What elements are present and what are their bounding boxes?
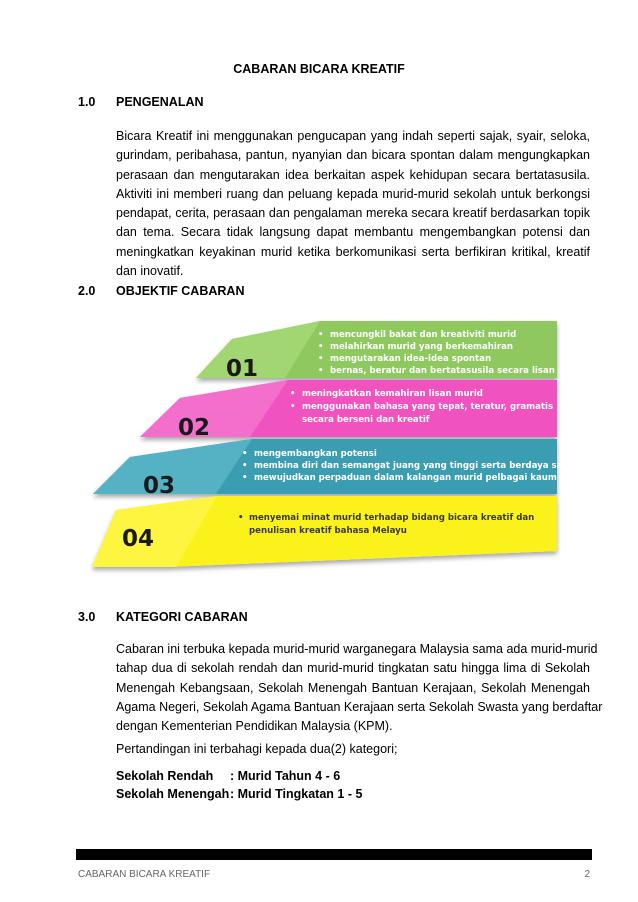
objective-bullet: secara berseni dan kreatif: [302, 415, 430, 425]
objective-bullet-marker: •: [318, 366, 324, 376]
objective-bullet: penulisan kreatif bahasa Melayu: [249, 526, 407, 536]
objective-bullet-marker: •: [242, 449, 248, 459]
document-title: CABARAN BICARA KREATIF: [233, 62, 405, 76]
section-3-title: KATEGORI CABARAN: [116, 610, 248, 624]
paragraph-line: Agama Negeri, Sekolah Agama Bantuan Kerajaan serta Sekolah Swasta yang berdaftar: [116, 699, 603, 714]
objective-bullet: mencungkil bakat dan kreativiti murid: [330, 330, 517, 340]
section-1-number: 1.0: [78, 95, 96, 109]
objective-number-03: 03: [143, 473, 176, 499]
objective-bullet: mengembangkan potensi: [254, 449, 377, 459]
objective-bullet: meningkatkan kemahiran lisan murid: [302, 389, 483, 399]
section-2-title: OBJEKTIF CABARAN: [116, 284, 245, 298]
section-1-title: PENGENALAN: [116, 95, 204, 109]
category-row: [116, 769, 340, 783]
category-label: Sekolah Menengah: [116, 787, 230, 801]
category-value: : Murid Tingkatan 1 - 5: [230, 787, 363, 801]
objective-bullet: mewujudkan perpaduan dalam kalangan murid pelbagai kaum: [254, 473, 557, 483]
paragraph-line: gurindam, peribahasa, pantun, nyanyian dan bicara spontan dalam mengungkapkan: [116, 148, 590, 163]
page-number: 2: [584, 869, 590, 880]
category-row: [116, 787, 362, 801]
objective-bullet-marker: •: [318, 354, 324, 364]
paragraph-line: dengan Kementerian Pendidikan Malaysia (KPM).: [116, 719, 393, 734]
objective-bullet: melahirkan murid yang berkemahiran: [330, 342, 514, 352]
paragraph-line: Aktiviti ini memberi ruang dan peluang kepada murid-murid sekolah untuk berkongsi: [116, 186, 590, 201]
category-value: : Murid Tahun 4 - 6: [230, 769, 341, 783]
section-3-number: 3.0: [78, 610, 96, 624]
section-2-number: 2.0: [78, 284, 96, 298]
objective-bullet: membina diri dan semangat juang yang tinggi serta berdaya saing: [254, 461, 578, 471]
paragraph-line: tahap dua di sekolah rendah dan murid-murid tingkatan satu hingga lima di Sekolah: [116, 661, 590, 676]
footer-divider: [76, 849, 592, 860]
paragraph-line: dan inovatif.: [116, 264, 184, 279]
paragraph-line: perasaan dan mengutarakan idea berkaitan aspek kehidupan secara bertatasusila.: [116, 167, 590, 182]
objective-number-02: 02: [178, 415, 211, 441]
paragraph-line: Bicara Kreatif ini menggunakan pengucapan yang indah seperti sajak, syair, seloka,: [116, 129, 590, 143]
category-label: Sekolah Rendah: [116, 769, 214, 783]
paragraph-line: dan tema. Secara tidak langsung dapat membantu mengembangkan potensi dan: [116, 225, 590, 240]
objective-bullet: menyemai minat murid terhadap bidang bicara kreatif dan: [249, 513, 535, 523]
paragraph-line: pendapat, cerita, perasaan dan pengalaman mereka secara kreatif berdasarkan topik: [116, 206, 590, 221]
paragraph-line: meningkatkan keyakinan murid ketika berkomunikasi serta berfikiran kritikal, kreatif: [116, 244, 590, 259]
objective-bullet-marker: •: [242, 461, 248, 471]
objective-number-01: 01: [226, 356, 259, 382]
objective-bullet-marker: •: [242, 473, 248, 483]
objective-bullet: menggunakan bahasa yang tepat, teratur, gramatis: [302, 402, 554, 412]
paragraph-line: Cabaran ini terbuka kepada murid-murid warganegara Malaysia sama ada murid-murid: [116, 642, 598, 656]
footer-title: CABARAN BICARA KREATIF: [78, 869, 211, 880]
section-3-paragraph: [116, 640, 603, 736]
objective-number-04: 04: [122, 526, 155, 552]
objective-bullet-marker: •: [238, 513, 244, 523]
section-3-note: Pertandingan ini terbahagi kepada dua(2) kategori;: [116, 742, 398, 756]
objective-bullet: bernas, beratur dan bertatasusila secara lisan: [330, 366, 555, 376]
objective-bullet-marker: •: [318, 342, 324, 352]
paragraph-line: Menengah Kebangsaan, Sekolah Menengah Bantuan Kerajaan, Sekolah Menengah: [116, 680, 590, 695]
objective-bullet-marker: •: [290, 402, 296, 412]
objective-bullet-marker: •: [318, 330, 324, 340]
objective-bullet: mengutarakan idea-idea spontan: [330, 354, 492, 364]
objective-bullet-marker: •: [290, 389, 296, 399]
